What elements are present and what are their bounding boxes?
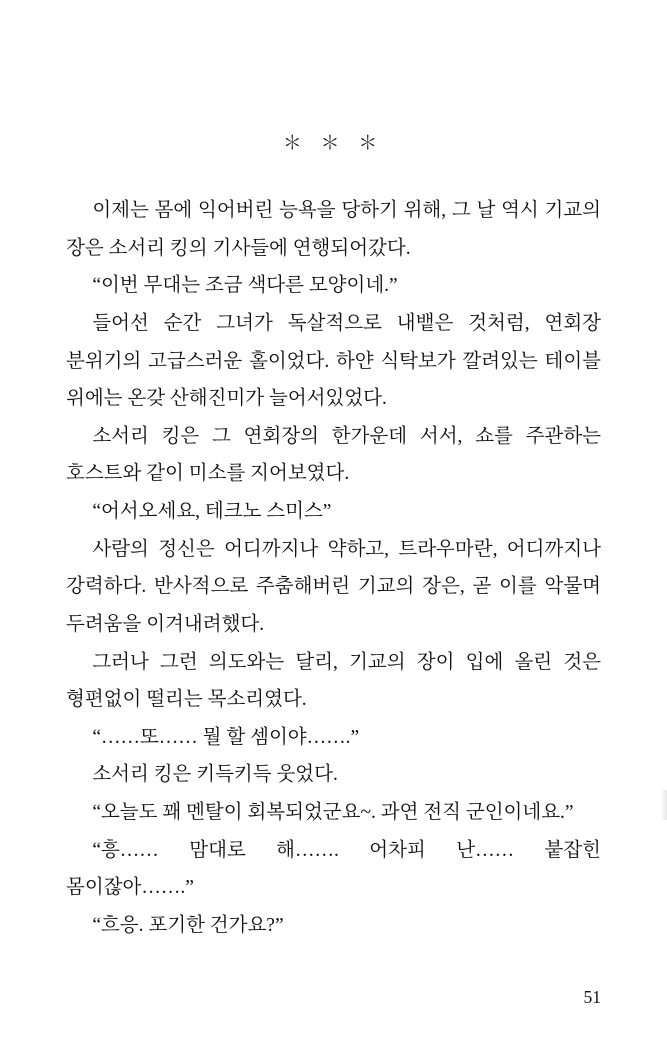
paragraph: “흥…… 맘대로 해……. 어차피 난…… 붙잡힌 몸이잖아…….” <box>66 839 601 899</box>
scene-break-divider: ＊ ＊ ＊ <box>282 133 385 154</box>
page-edge-shadow <box>661 790 667 820</box>
paragraph: 소서리 킹은 그 연회장의 한가운데 서서, 쇼를 주관하는 호스트와 같이 미소를 지어보였다. <box>66 425 601 485</box>
paragraph: “오늘도 꽤 멘탈이 회복되었군요~. 과연 전직 군인이네요.” <box>92 802 574 823</box>
page-number: 51 <box>583 987 601 1007</box>
paragraph: 그러나 그런 의도와는 달리, 기교의 장이 입에 올린 것은 형편없이 떨리는 목소리였다. <box>66 651 601 711</box>
paragraph: “흐응. 포기한 건가요?” <box>92 914 284 936</box>
paragraph: “이번 무대는 조금 색다른 모양이네.” <box>92 275 398 297</box>
paragraph: “어서오세요, 테크노 스미스” <box>92 501 332 522</box>
paragraph: 들어선 순간 그녀가 독살적으로 내뱉은 것처럼, 연회장 분위기의 고급스러운 홀이었다. 하얀 식탁보가 깔려있는 테이블 위에는 온갖 산해진미가 늘어서있었다. <box>66 312 601 410</box>
body-text-block <box>66 192 601 945</box>
paragraph: “……또…… 뭘 할 셈이야…….” <box>92 726 360 748</box>
paragraph: 사람의 정신은 어디까지나 약하고, 트라우마란, 어디까지나 강력하다. 반사적으로 주춤해버린 기교의 장은, 곧 이를 악물며 두려움을 이겨내려했다. <box>66 538 601 635</box>
paragraph: 소서리 킹은 키득키득 웃었다. <box>92 764 338 786</box>
paragraph: 이제는 몸에 익어버린 능욕을 당하기 위해, 그 날 역시 기교의 장은 소서리 킹의 기사들에 연행되어갔다. <box>66 200 601 259</box>
